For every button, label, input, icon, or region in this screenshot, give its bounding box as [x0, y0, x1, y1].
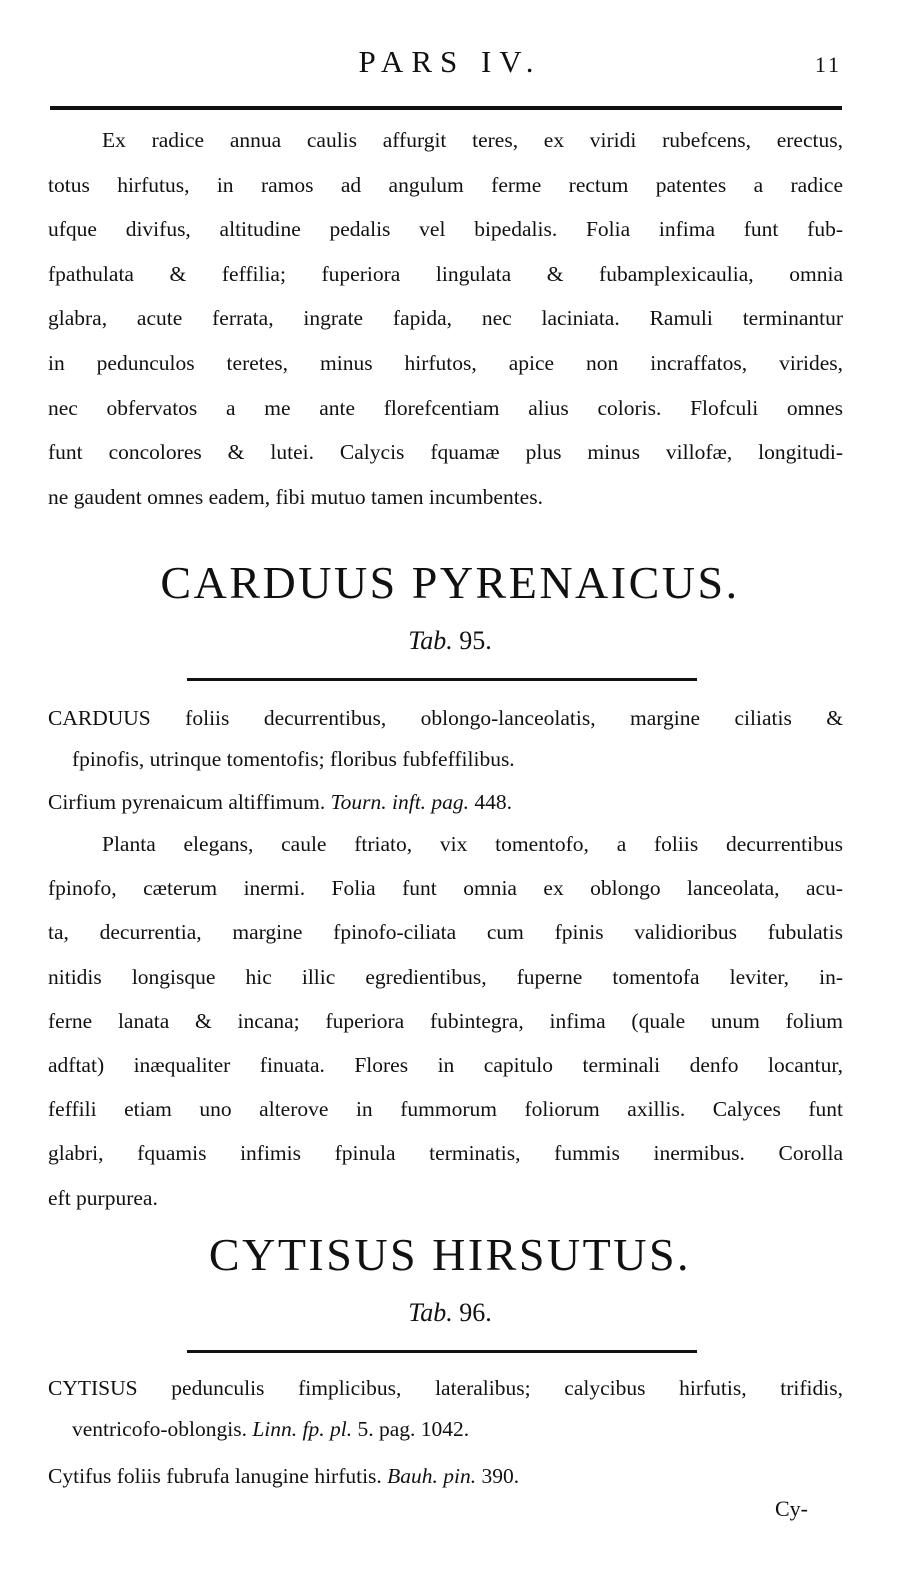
plate-reference — [0, 1298, 900, 1328]
text-line: feffili etiam uno alterove in fummorum foliorum axillis. Calyces funt — [48, 1097, 843, 1122]
species-title: CARDUUS PYRENAICUS. — [160, 557, 740, 608]
running-head — [0, 44, 900, 88]
species-diagnosis — [48, 1368, 843, 1450]
synonym-line — [48, 1456, 843, 1497]
plate-number: 95. — [459, 626, 492, 655]
text-line: glabra, acute ferrata, ingrate fapida, nec laciniata. Ramuli terminantur — [48, 306, 843, 331]
plate-label: Tab. — [408, 626, 453, 655]
diagnosis-line — [48, 1409, 843, 1450]
species-synonym — [48, 782, 843, 823]
diagnosis-reference: Linn. fp. pl. — [252, 1417, 353, 1441]
text-line: adftat) inæqualiter finuata. Flores in capitulo terminali denfo locantur, — [48, 1053, 843, 1078]
plate-number: 96. — [459, 1298, 492, 1327]
text-line: funt concolores & lutei. Calycis fquamæ plus minus villofæ, longitudi- — [48, 440, 843, 465]
text-line: nitidis longisque hic illic egredientibus, fuperne tomentofa leviter, in- — [48, 964, 843, 989]
synonym-reference: Tourn. inft. pag. — [330, 790, 470, 814]
text-line: Planta elegans, caule ftriato, vix tomentofo, a foliis decurrentibus — [102, 832, 843, 856]
synonym-text: Cytifus foliis fubrufa lanugine hirfutis. — [48, 1464, 382, 1488]
text-line: fpathulata & feffilia; fuperiora lingulata & fubamplexicaulia, omnia — [48, 261, 843, 286]
text-line: ferne lanata & incana; fuperiora fubintegra, infima (quale unum folium — [48, 1008, 843, 1033]
species-synonym — [48, 1456, 843, 1497]
plate-label: Tab. — [408, 1298, 453, 1327]
section-rule — [187, 1350, 697, 1353]
text-line: ufque divifus, altitudine pedalis vel bipedalis. Folia infima funt fub- — [48, 217, 843, 242]
intro-paragraph — [48, 118, 843, 519]
diagnosis-page: 5. pag. 1042. — [357, 1417, 470, 1441]
text-line: totus hirfutus, in ramos ad angulum ferme rectum patentes a radice — [48, 172, 843, 197]
synonym-reference: Bauh. pin. — [387, 1464, 477, 1488]
text-line: CYTISUS pedunculis fimplicibus, lateralibus; calycibus hirfutis, trifidis, — [48, 1376, 843, 1400]
species-description — [48, 822, 843, 1220]
synonym-line — [48, 782, 843, 823]
header-rule — [50, 106, 842, 110]
plate-reference — [0, 626, 900, 656]
text-line: ta, decurrentia, margine fpinofo-ciliata cum fpinis validioribus fubulatis — [48, 920, 843, 945]
synonym-page: 448. — [474, 790, 513, 814]
species-diagnosis — [48, 698, 843, 780]
text-line: in pedunculos teretes, minus hirfutos, apice non incraffatos, virides, — [48, 350, 843, 375]
catchword: Cy- — [775, 1496, 808, 1521]
running-title: PARS IV. — [358, 44, 542, 79]
text-line: CARDUUS foliis decurrentibus, oblongo-lanceolatis, margine ciliatis & — [48, 706, 843, 730]
species-title: CYTISUS HIRSUTUS. — [208, 1229, 692, 1280]
synonym-text: Cirfium pyrenaicum altiffimum. — [48, 790, 326, 814]
text-line: ne gaudent omnes eadem, fibi mutuo tamen incumbentes. — [48, 484, 543, 509]
text-line: fpinofis, utrinque tomentofis; floribus fubfeffilibus. — [72, 747, 515, 771]
synonym-page: 390. — [481, 1464, 520, 1488]
diagnosis-text: ventricofo-oblongis. — [72, 1417, 247, 1441]
page-number: 11 — [814, 52, 842, 77]
text-line: glabri, fquamis infimis fpinula terminatis, fummis inermibus. Corolla — [48, 1141, 843, 1166]
section-rule — [187, 678, 697, 681]
text-line: Ex radice annua caulis affurgit teres, ex viridi rubefcens, erectus, — [102, 128, 843, 152]
text-line: fpinofo, cæterum inermi. Folia funt omnia ex oblongo lanceolata, acu- — [48, 876, 843, 901]
text-line: nec obfervatos a me ante florefcentiam alius coloris. Flofculi omnes — [48, 395, 843, 420]
text-line: eft purpurea. — [48, 1185, 158, 1210]
